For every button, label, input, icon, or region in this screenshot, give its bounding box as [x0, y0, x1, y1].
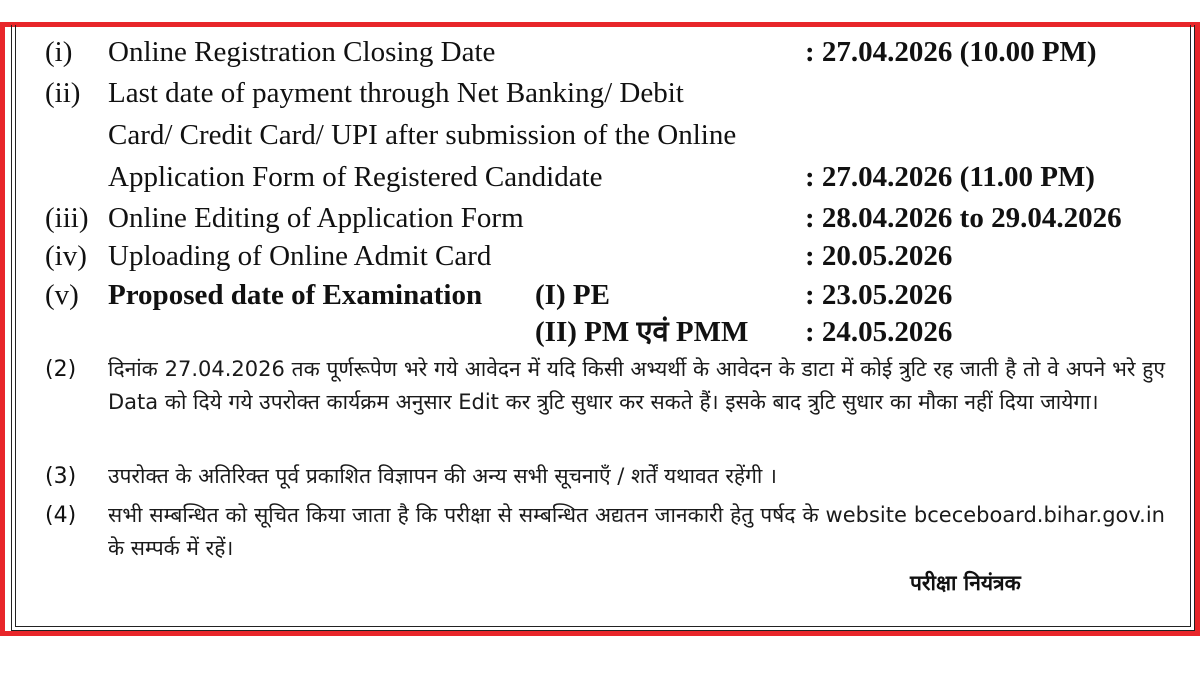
- item-number: (iii): [45, 202, 89, 234]
- note-number: (2): [45, 357, 77, 382]
- note-number: (4): [45, 503, 77, 528]
- item-date: : 27.04.2026 (10.00 PM): [805, 36, 1097, 68]
- exam-pe-date: : 23.05.2026: [805, 279, 953, 311]
- item-label: Online Registration Closing Date: [108, 36, 496, 68]
- item-date: : 20.05.2026: [805, 240, 953, 272]
- item-number: (iv): [45, 240, 87, 272]
- note-text: दिनांक 27.04.2026 तक पूर्णरूपेण भरे गये आवेदन में यदि किसी अभ्यर्थी के आवेदन के डाटा में कोई त्रुटि रह जाती है तो वे अपने भरे हुए Data को दिये गये उपरोक्त कार्यक्रम अनुसार Edit कर त्रुटि सुधार कर सकते हैं। इसके बाद त्रुटि सुधार का मौका नहीं दिया जायेगा।: [108, 357, 1165, 414]
- note-text: उपरोक्त के अतिरिक्त पूर्व प्रकाशित विज्ञापन की अन्य सभी सूचनाएँ / शर्तें यथावत रहेंगी ।: [108, 464, 777, 488]
- exam-pm-label: (II) PM एवं PMM: [535, 316, 749, 348]
- item-label-line: Card/ Credit Card/ UPI after submission of the Online: [108, 119, 737, 151]
- item-number: (v): [45, 279, 79, 311]
- item-number: (ii): [45, 77, 81, 109]
- note-text: सभी सम्बन्धित को सूचित किया जाता है कि परीक्षा से सम्बन्धित अद्यतन जानकारी हेतु पर्षद के website bceceboard.bihar.gov.in के सम्पर्क में रहें।: [108, 503, 1165, 560]
- signature-controller: परीक्षा नियंत्रक: [910, 571, 1021, 595]
- item-label: Uploading of Online Admit Card: [108, 240, 492, 272]
- item-number: (i): [45, 36, 73, 68]
- item-label: Online Editing of Application Form: [108, 202, 524, 234]
- item-label: Proposed date of Examination: [108, 279, 483, 311]
- exam-pe-label: (I) PE: [535, 279, 610, 311]
- exam-pm-date: : 24.05.2026: [805, 316, 953, 348]
- item-date: : 27.04.2026 (11.00 PM): [805, 161, 1095, 193]
- note-number: (3): [45, 464, 77, 489]
- item-date: : 28.04.2026 to 29.04.2026: [805, 202, 1122, 234]
- item-label-line: Application Form of Registered Candidate: [108, 161, 603, 193]
- document-frame: [0, 22, 1200, 636]
- item-label-line: Last date of payment through Net Banking/ Debit: [108, 77, 684, 109]
